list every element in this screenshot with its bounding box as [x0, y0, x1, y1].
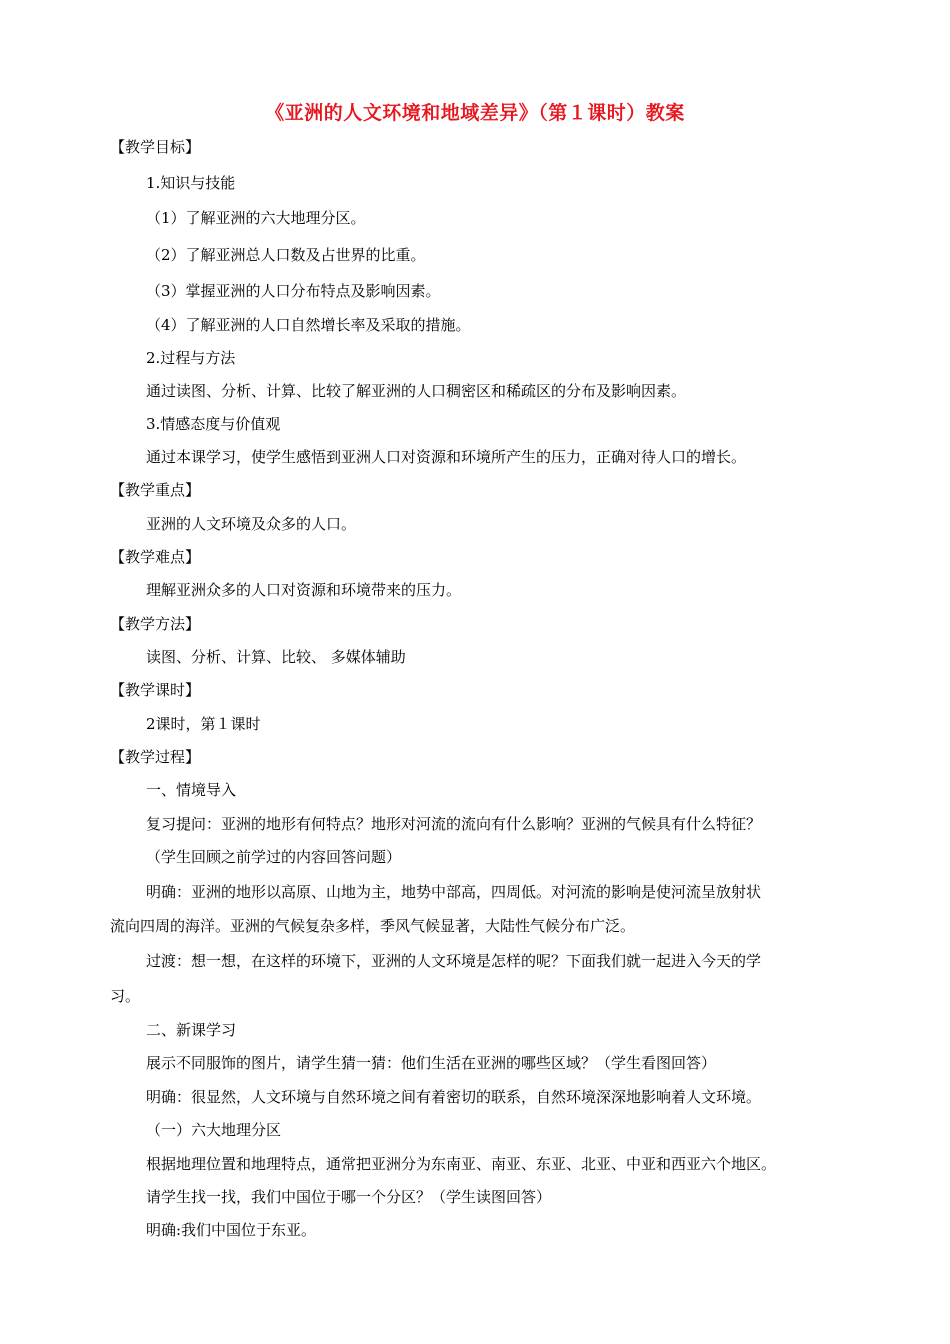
paragraph: 请学生找一找，我们中国位于哪一个分区？（学生读图回答） [146, 1188, 552, 1206]
section-heading-objectives: 【教学目标】 [110, 138, 201, 156]
paragraph: 通过本课学习，使学生感悟到亚洲人口对资源和环境所产生的压力，正确对待人口的增长。 [146, 448, 747, 466]
paragraph: 展示不同服饰的图片，请学生猜一猜：他们生活在亚洲的哪些区域？（学生看图回答） [146, 1054, 717, 1072]
paragraph-continuation: 流向四周的海洋。亚洲的气候复杂多样，季风气候显著，大陆性气候分布广泛。 [110, 917, 636, 935]
list-item: （2）了解亚洲总人口数及占世界的比重。 [146, 246, 426, 264]
subheading-introduction: 一、情境导入 [146, 781, 237, 799]
list-item: （1）了解亚洲的六大地理分区。 [146, 209, 366, 227]
paragraph: （学生回顾之前学过的内容回答问题） [146, 848, 402, 866]
paragraph: 复习提问：亚洲的地形有何特点？地形对河流的流向有什么影响？亚洲的气候具有什么特征？ [146, 815, 762, 833]
paragraph: 明确：很显然，人文环境与自然环境之间有着密切的联系，自然环境深深地影响着人文环境。 [146, 1088, 762, 1106]
subheading-knowledge: 1.知识与技能 [146, 174, 236, 192]
subheading-process: 2.过程与方法 [146, 349, 236, 367]
paragraph: 亚洲的人文环境及众多的人口。 [146, 515, 357, 533]
section-heading-methods: 【教学方法】 [110, 615, 201, 633]
paragraph: 明确：亚洲的地形以高原、山地为主，地势中部高，四周低。对河流的影响是使河流呈放射状 [146, 883, 762, 901]
subheading-attitude: 3.情感态度与价值观 [146, 415, 281, 433]
list-item: （3）掌握亚洲的人口分布特点及影响因素。 [146, 282, 441, 300]
paragraph: 明确:我们中国位于东亚。 [146, 1221, 317, 1239]
paragraph: 根据地理位置和地理特点，通常把亚洲分为东南亚、南亚、东亚、北亚、中亚和西亚六个地区。 [146, 1155, 777, 1173]
section-heading-difficulties: 【教学难点】 [110, 548, 201, 566]
paragraph-continuation: 习。 [110, 987, 141, 1005]
section-heading-key-points: 【教学重点】 [110, 481, 201, 499]
subheading-regions: （一）六大地理分区 [146, 1121, 282, 1139]
list-item: （4）了解亚洲的人口自然增长率及采取的措施。 [146, 316, 471, 334]
paragraph: 读图、分析、计算、比较、 多媒体辅助 [146, 648, 406, 666]
section-heading-periods: 【教学课时】 [110, 681, 201, 699]
section-heading-procedure: 【教学过程】 [110, 748, 201, 766]
paragraph: 通过读图、分析、计算、比较了解亚洲的人口稠密区和稀疏区的分布及影响因素。 [146, 382, 687, 400]
paragraph: 2课时，第１课时 [146, 715, 261, 733]
paragraph: 理解亚洲众多的人口对资源和环境带来的压力。 [146, 581, 462, 599]
subheading-new-lesson: 二、新课学习 [146, 1021, 237, 1039]
paragraph: 过渡：想一想，在这样的环境下，亚洲的人文环境是怎样的呢？下面我们就一起进入今天的学 [146, 952, 762, 970]
document-title: 《亚洲的人文环境和地域差异》（第１课时）教案 [265, 102, 685, 124]
